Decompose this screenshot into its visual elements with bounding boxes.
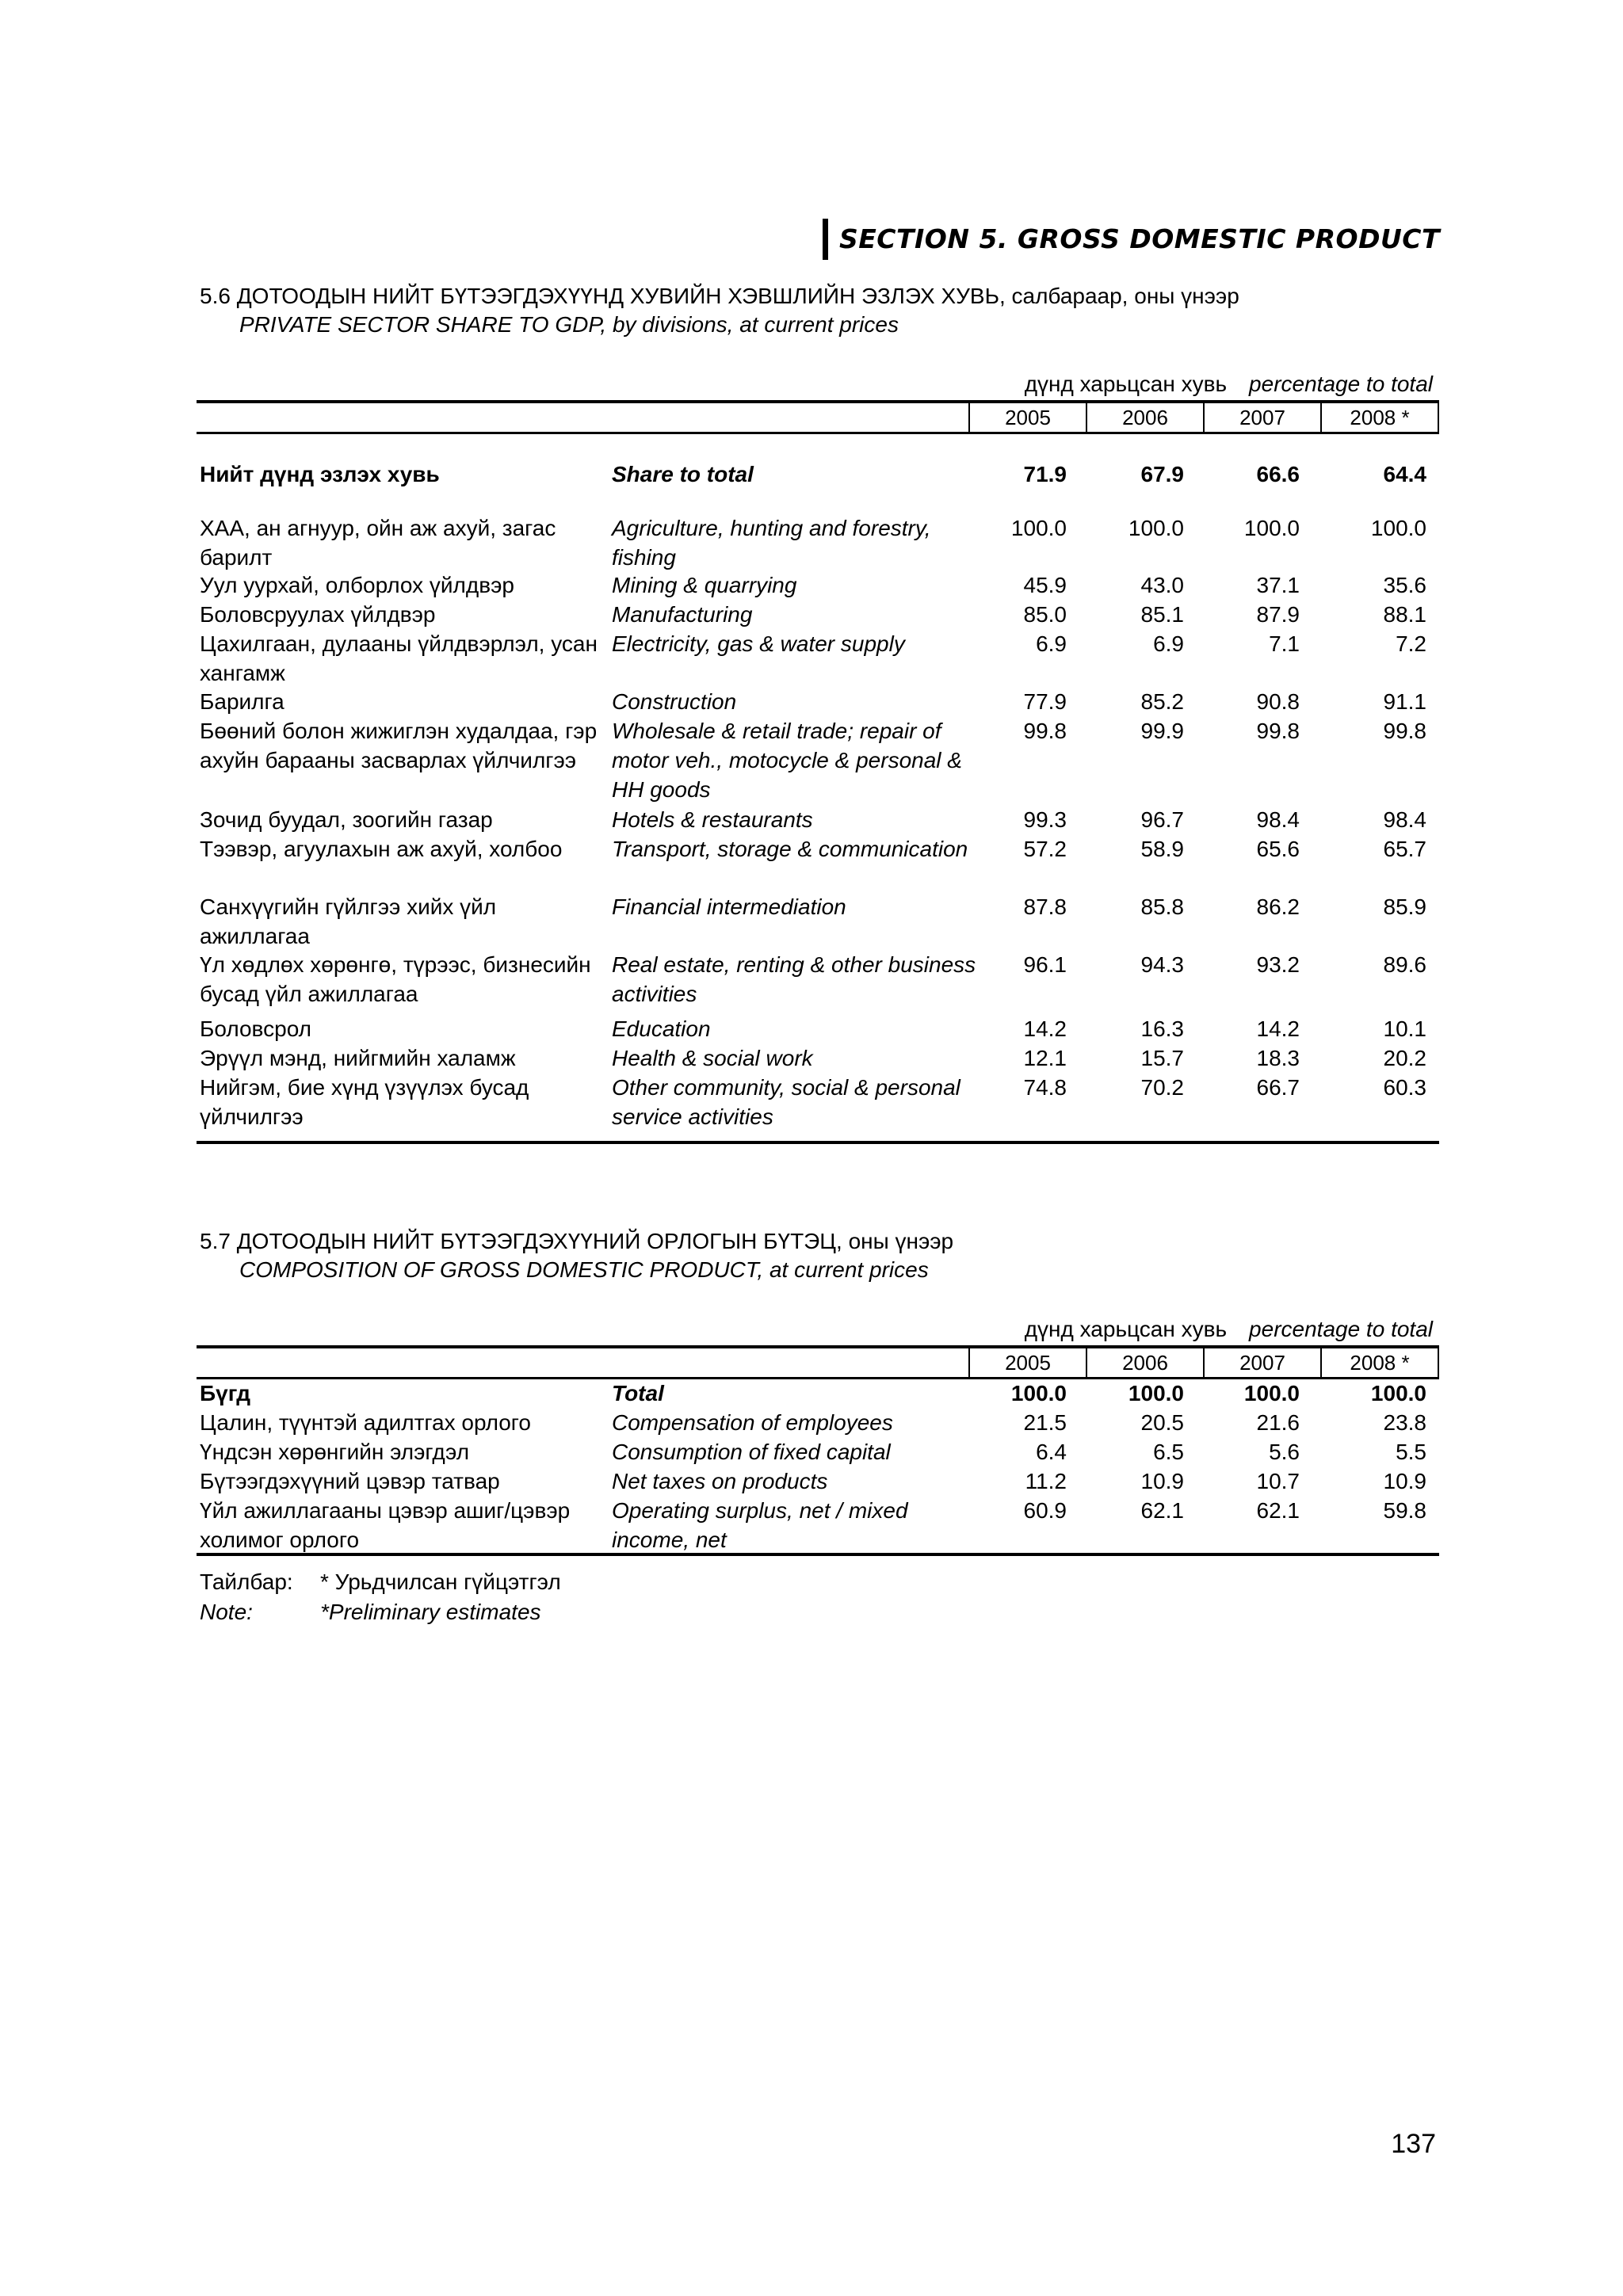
table-5-6-bottom-rule bbox=[197, 1141, 1439, 1144]
row-label-mn: Цахилгаан, дулааны үйлдвэрлэл, усан хангамж bbox=[200, 631, 598, 685]
row-label-mn: Үйл ажиллагааны цэвэр ашиг/цэвэр холимог орлого bbox=[200, 1498, 571, 1552]
value-cell: 37.1 bbox=[1256, 573, 1300, 597]
value-cell: 99.3 bbox=[1023, 807, 1067, 832]
value-cell: 10.7 bbox=[1256, 1469, 1300, 1493]
row-label-mn: Санхүүгийн гүйлгээ хийх үйл ажиллагаа bbox=[200, 894, 497, 948]
row-label-en: Other community, social & personal service activities bbox=[612, 1075, 960, 1129]
row-label-mn: Бүгд bbox=[200, 1381, 251, 1405]
row-label-en: Mining & quarrying bbox=[612, 573, 797, 597]
row-label-en: Operating surplus, net / mixed income, net bbox=[612, 1498, 908, 1552]
value-cell: 64.4 bbox=[1383, 462, 1426, 486]
section-header: SECTION 5. GROSS DOMESTIC PRODUCT bbox=[823, 219, 1440, 260]
value-cell: 60.9 bbox=[1023, 1498, 1067, 1523]
value-cell: 65.7 bbox=[1383, 837, 1426, 861]
row-label-mn: Бөөний болон жижиглэн худалдаа, гэр ахуйн барааны засварлах үйлчилгээ bbox=[200, 719, 598, 772]
value-cell: 20.2 bbox=[1383, 1046, 1426, 1070]
row-label-mn: ХАА, ан агнуур, ойн аж ахуй, загас барилт bbox=[200, 516, 556, 570]
value-cell: 100.0 bbox=[1370, 516, 1426, 540]
value-cell: 59.8 bbox=[1383, 1498, 1426, 1523]
value-cell: 65.6 bbox=[1256, 837, 1300, 861]
value-cell: 11.2 bbox=[1025, 1469, 1067, 1493]
year-header-cell: 2007 bbox=[1205, 1348, 1322, 1377]
row-label-mn: Үл хөдлөх хөрөнгө, түрээс, бизнесийн бусад үйл ажиллагаа bbox=[200, 952, 591, 1006]
table-5-6-title-mn: 5.6 ДОТООДЫН НИЙТ БҮТЭЭГДЭХҮҮНД ХУВИЙН ХЭВШЛИЙН ЭЗЛЭХ ХУВЬ, салбараар, оны үнээр bbox=[200, 284, 1239, 308]
value-cell: 6.4 bbox=[1036, 1440, 1067, 1464]
year-header-cell: 2005 bbox=[970, 403, 1087, 432]
value-cell: 93.2 bbox=[1256, 952, 1300, 977]
value-cell: 74.8 bbox=[1023, 1075, 1067, 1100]
value-cell: 43.0 bbox=[1140, 573, 1184, 597]
year-header-cell: 2006 bbox=[1087, 403, 1205, 432]
table-5-6-unit bbox=[1025, 370, 1433, 399]
value-cell: 57.2 bbox=[1023, 837, 1067, 861]
row-label-en: Compensation of employees bbox=[612, 1410, 893, 1435]
table-5-7-unit bbox=[1025, 1315, 1433, 1344]
value-cell: 70.2 bbox=[1140, 1075, 1184, 1100]
row-label-en: Agriculture, hunting and forestry, fishing bbox=[612, 516, 931, 570]
row-label-en: Total bbox=[612, 1381, 664, 1405]
table-5-7-title-mn: 5.7 ДОТООДЫН НИЙТ БҮТЭЭГДЭХҮҮНИЙ ОРЛОГЫН БҮТЭЦ, оны үнээр bbox=[200, 1229, 954, 1253]
table-5-6-year-header bbox=[968, 403, 1439, 432]
row-label-en: Electricity, gas & water supply bbox=[612, 631, 905, 656]
value-cell: 100.0 bbox=[1128, 516, 1184, 540]
value-cell: 67.9 bbox=[1140, 462, 1184, 486]
table-5-7-year-header bbox=[968, 1348, 1439, 1377]
row-label-en: Net taxes on products bbox=[612, 1469, 828, 1493]
row-label-mn: Эрүүл мэнд, нийгмийн халамж bbox=[200, 1046, 516, 1070]
value-cell: 20.5 bbox=[1140, 1410, 1184, 1435]
row-label-mn: Бүтээгдэхүүний цэвэр татвар bbox=[200, 1469, 500, 1493]
value-cell: 14.2 bbox=[1023, 1016, 1067, 1041]
row-label-en: Real estate, renting & other business activities bbox=[612, 952, 976, 1006]
value-cell: 100.0 bbox=[1128, 1381, 1184, 1405]
row-label-en: Share to total bbox=[612, 462, 754, 486]
value-cell: 99.8 bbox=[1023, 719, 1067, 743]
row-label-en: Construction bbox=[612, 689, 737, 714]
value-cell: 87.8 bbox=[1023, 894, 1067, 919]
value-cell: 10.1 bbox=[1383, 1016, 1426, 1041]
value-cell: 85.8 bbox=[1140, 894, 1184, 919]
row-label-mn: Боловсруулах үйлдвэр bbox=[200, 602, 436, 627]
value-cell: 14.2 bbox=[1256, 1016, 1300, 1041]
table-5-6-title-en: PRIVATE SECTOR SHARE TO GDP, by divisions, at current prices bbox=[239, 312, 899, 337]
row-label-mn: Нийт дүнд эзлэх хувь bbox=[200, 462, 440, 486]
value-cell: 85.2 bbox=[1140, 689, 1184, 714]
row-label-mn: Барилга bbox=[200, 689, 285, 714]
value-cell: 21.6 bbox=[1256, 1410, 1300, 1435]
note-mn bbox=[200, 1567, 561, 1597]
value-cell: 100.0 bbox=[1010, 1381, 1067, 1405]
value-cell: 6.9 bbox=[1153, 631, 1184, 656]
value-cell: 94.3 bbox=[1140, 952, 1184, 977]
row-label-en: Health & social work bbox=[612, 1046, 813, 1070]
row-label-en: Consumption of fixed capital bbox=[612, 1440, 891, 1464]
table-5-7-unit-mn: дүнд харьцсан хувь bbox=[1024, 1317, 1228, 1341]
value-cell: 99.8 bbox=[1383, 719, 1426, 743]
value-cell: 45.9 bbox=[1023, 573, 1067, 597]
row-label-en: Manufacturing bbox=[612, 602, 753, 627]
row-label-mn: Үндсэн хөрөнгийн элэгдэл bbox=[200, 1440, 470, 1464]
value-cell: 100.0 bbox=[1010, 516, 1067, 540]
value-cell: 91.1 bbox=[1383, 689, 1426, 714]
value-cell: 15.7 bbox=[1140, 1046, 1184, 1070]
value-cell: 100.0 bbox=[1243, 516, 1300, 540]
value-cell: 7.2 bbox=[1396, 631, 1426, 656]
value-cell: 21.5 bbox=[1023, 1410, 1067, 1435]
row-label-mn: Боловсрол bbox=[200, 1016, 311, 1041]
value-cell: 71.9 bbox=[1023, 462, 1067, 486]
value-cell: 98.4 bbox=[1256, 807, 1300, 832]
value-cell: 23.8 bbox=[1383, 1410, 1426, 1435]
value-cell: 100.0 bbox=[1370, 1381, 1426, 1405]
value-cell: 58.9 bbox=[1140, 837, 1184, 861]
value-cell: 16.3 bbox=[1140, 1016, 1184, 1041]
table-5-6-unit-en: percentage to total bbox=[1249, 372, 1433, 396]
value-cell: 62.1 bbox=[1256, 1498, 1300, 1523]
table-5-7-bottom-rule bbox=[197, 1553, 1439, 1556]
value-cell: 5.5 bbox=[1396, 1440, 1426, 1464]
value-cell: 99.8 bbox=[1256, 719, 1300, 743]
value-cell: 6.5 bbox=[1153, 1440, 1184, 1464]
value-cell: 35.6 bbox=[1383, 573, 1426, 597]
year-header-cell: 2008 * bbox=[1350, 406, 1410, 429]
value-cell: 85.9 bbox=[1383, 894, 1426, 919]
year-header-cell: 2005 bbox=[970, 1348, 1087, 1377]
value-cell: 66.7 bbox=[1256, 1075, 1300, 1100]
value-cell: 89.6 bbox=[1383, 952, 1426, 977]
note-text-mn: * Урьдчилсан гүйцэтгэл bbox=[320, 1569, 561, 1594]
page-number: 137 bbox=[1391, 2129, 1436, 2159]
value-cell: 96.7 bbox=[1140, 807, 1184, 832]
value-cell: 18.3 bbox=[1256, 1046, 1300, 1070]
value-cell: 85.1 bbox=[1140, 602, 1184, 627]
value-cell: 5.6 bbox=[1269, 1440, 1300, 1464]
row-label-en: Financial intermediation bbox=[612, 894, 846, 919]
year-header-cell: 2008 * bbox=[1350, 1351, 1410, 1375]
note-label-en: Note: bbox=[200, 1600, 253, 1624]
note-label-mn: Тайлбар: bbox=[200, 1569, 293, 1594]
row-label-mn: Зочид буудал, зоогийн газар bbox=[200, 807, 493, 832]
value-cell: 90.8 bbox=[1256, 689, 1300, 714]
value-cell: 10.9 bbox=[1140, 1469, 1184, 1493]
table-5-6-unit-mn: дүнд харьцсан хувь bbox=[1024, 372, 1228, 396]
value-cell: 100.0 bbox=[1243, 1381, 1300, 1405]
value-cell: 87.9 bbox=[1256, 602, 1300, 627]
row-label-mn: Нийгэм, бие хүнд үзүүлэх бусад үйлчилгээ bbox=[200, 1075, 529, 1129]
row-label-en: Education bbox=[612, 1016, 711, 1041]
value-cell: 12.1 bbox=[1023, 1046, 1067, 1070]
table-5-7-unit-en: percentage to total bbox=[1249, 1317, 1433, 1341]
value-cell: 7.1 bbox=[1269, 631, 1300, 656]
value-cell: 10.9 bbox=[1383, 1469, 1426, 1493]
row-label-mn: Уул уурхай, олборлох үйлдвэр bbox=[200, 573, 514, 597]
year-header-cell: 2007 bbox=[1205, 403, 1322, 432]
note-en bbox=[200, 1597, 541, 1627]
row-label-mn: Цалин, түүнтэй адилтгах орлого bbox=[200, 1410, 531, 1435]
value-cell: 96.1 bbox=[1023, 952, 1067, 977]
value-cell: 66.6 bbox=[1256, 462, 1300, 486]
value-cell: 99.9 bbox=[1140, 719, 1184, 743]
row-label-en: Hotels & restaurants bbox=[612, 807, 813, 832]
value-cell: 62.1 bbox=[1140, 1498, 1184, 1523]
year-header-cell: 2006 bbox=[1087, 1348, 1205, 1377]
value-cell: 60.3 bbox=[1383, 1075, 1426, 1100]
table-5-6-title bbox=[200, 282, 1239, 339]
table-5-7-title-en: COMPOSITION OF GROSS DOMESTIC PRODUCT, at current prices bbox=[239, 1257, 929, 1282]
row-label-mn: Тээвэр, агуулахын аж ахуй, холбоо bbox=[200, 837, 563, 861]
note-text-en: *Preliminary estimates bbox=[320, 1600, 541, 1624]
table-5-6-header-rule bbox=[197, 432, 1439, 434]
value-cell: 6.9 bbox=[1036, 631, 1067, 656]
value-cell: 98.4 bbox=[1383, 807, 1426, 832]
row-label-en: Transport, storage & communication bbox=[612, 837, 968, 861]
table-5-7-title bbox=[200, 1227, 953, 1284]
value-cell: 85.0 bbox=[1023, 602, 1067, 627]
row-label-en: Wholesale & retail trade; repair of motor veh., motocycle & personal & HH goods bbox=[612, 719, 962, 802]
value-cell: 88.1 bbox=[1383, 602, 1426, 627]
value-cell: 86.2 bbox=[1256, 894, 1300, 919]
value-cell: 77.9 bbox=[1023, 689, 1067, 714]
